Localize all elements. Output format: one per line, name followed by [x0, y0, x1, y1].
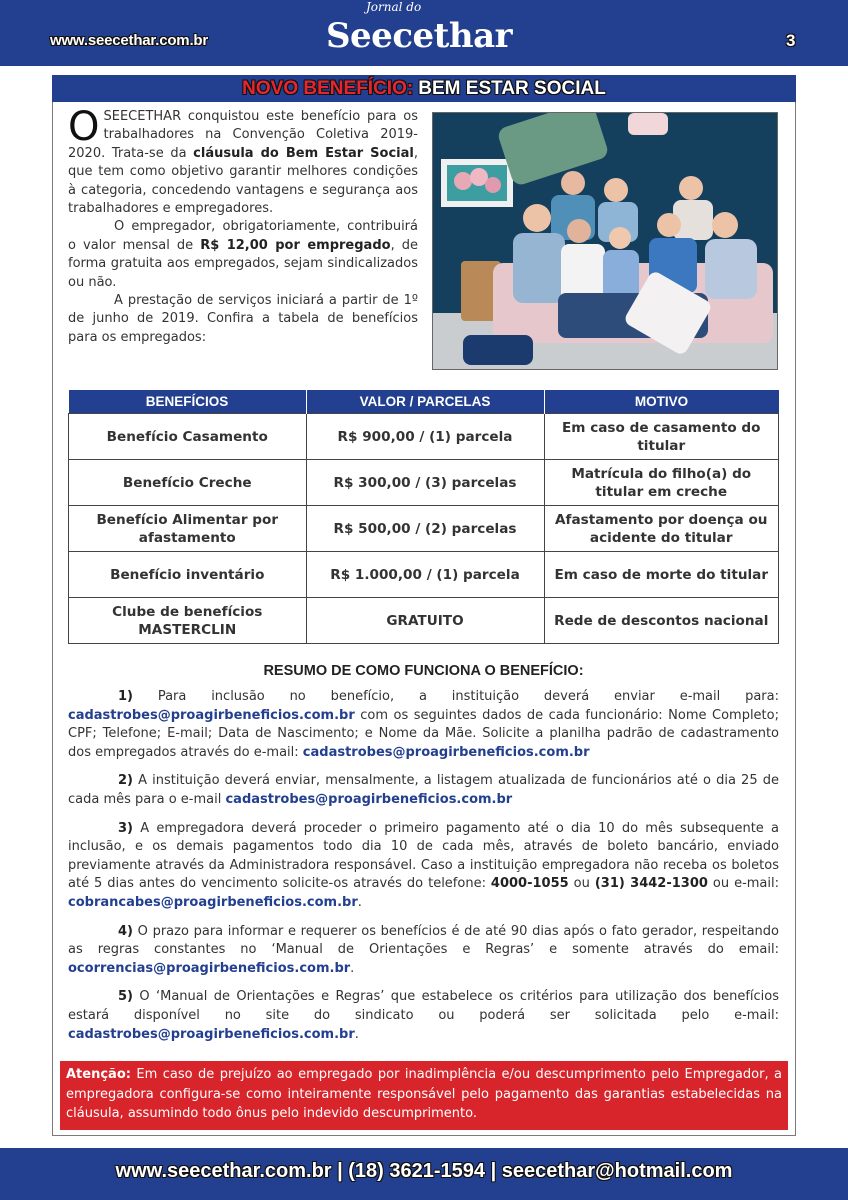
email-link[interactable]: cadastrobes@proagirbeneficios.com.br — [68, 707, 355, 723]
intro-p1-bold: cláusula do Bem Estar Social — [193, 145, 414, 161]
step-number: 2) — [118, 773, 133, 789]
cell-benefit: Benefício Casamento — [69, 414, 307, 460]
drop-cap: O — [68, 104, 100, 150]
cell-value: R$ 300,00 / (3) parcelas — [306, 460, 544, 506]
footer-contact: www.seecethar.com.br | (18) 3621-1594 | seecethar@hotmail.com — [115, 1160, 733, 1182]
email-link[interactable]: cadastrobes@proagirbeneficios.com.br — [68, 1026, 355, 1042]
cell-reason: Matrícula do filho(a) do titular em creche — [544, 460, 779, 506]
step-number: 3) — [118, 820, 133, 836]
phone-number: (31) 3442-1300 — [594, 876, 708, 892]
intro-paragraph-1 — [68, 104, 418, 218]
step-number: 1) — [118, 689, 133, 704]
attention-label: Atenção: — [66, 1067, 131, 1082]
cell-value: R$ 500,00 / (2) parcelas — [306, 506, 544, 552]
step-1 — [68, 688, 779, 762]
cell-benefit: Benefício Alimentar por afastamento — [69, 506, 307, 552]
step-number: 4) — [118, 923, 133, 939]
cell-reason: Em caso de morte do titular — [544, 552, 779, 598]
step-text: A empregadora deverá proceder o primeiro pagamento até o dia 10 do mês subsequente a inclusão, e os demais pagamentos todo dia 10 de cada mês, através de boleto bancário, enviado previamente através da Administradora responsável. Caso a instituição empregadora não receba os boletos até 5 dias antes do vencimento solicite-os através do telefone: — [68, 820, 779, 892]
email-link[interactable]: cadastrobes@proagirbeneficios.com.br — [302, 744, 590, 760]
step-text: O prazo para informar e requerer os benefícios é de até 90 dias após o fato gerador, respeitando as regras constantes no ‘Manual de Orientações e Regras’ e somente através do email: — [68, 923, 779, 958]
cell-value: R$ 900,00 / (1) parcela — [306, 414, 544, 460]
cell-reason: Rede de descontos nacional — [544, 598, 779, 644]
email-link[interactable]: cobrancabes@proagirbeneficios.com.br — [68, 894, 358, 910]
email-link[interactable]: ocorrencias@proagirbeneficios.com.br — [68, 960, 351, 976]
email-link[interactable]: cadastrobes@proagirbeneficios.com.br — [225, 791, 513, 807]
summary-steps — [68, 688, 779, 1054]
intro-p2-text-end: , de forma gratuita aos empregados, sejam sindicalizados ou não. — [68, 237, 418, 290]
cell-value: GRATUITO — [306, 598, 544, 644]
navy-pillow — [463, 335, 533, 365]
table-row — [69, 552, 779, 598]
family-photo — [432, 112, 778, 370]
col-header-motivo: MOTIVO — [544, 390, 779, 414]
intro-p2-text: O empregador, obrigatoriamente, contribuirá o valor mensal de — [68, 219, 418, 253]
logo-subtitle: Jornal do — [366, 0, 422, 14]
step-text: Para inclusão no benefício, a instituição deverá enviar e-mail para: — [133, 689, 779, 704]
logo-title: Seecethar — [326, 16, 513, 56]
col-header-valor: VALOR / PARCELAS — [306, 390, 544, 414]
cell-reason: Afastamento por doença ou acidente do titular — [544, 506, 779, 552]
benefits-table — [68, 390, 779, 644]
page-number: 3 — [786, 31, 796, 50]
step-text: A instituição deverá enviar, mensalmente, a listagem atualizada de funcionários até o dia 25 de cada mês para o e-mail — [68, 773, 779, 807]
step-3 — [68, 820, 779, 913]
step-2 — [68, 772, 779, 809]
intro-text — [68, 104, 418, 384]
step-text: ou — [568, 876, 595, 892]
step-text: . — [357, 894, 362, 910]
title-highlight: NOVO BENEFÍCIO: — [242, 78, 414, 99]
table-row — [69, 506, 779, 552]
step-4 — [68, 923, 779, 979]
step-text: ou e-mail: — [707, 876, 779, 892]
article-title-bar — [52, 75, 796, 102]
step-text: . — [354, 1026, 359, 1042]
attention-text: Em caso de prejuízo ao empregado por inadimplência e/ou descumprimento pelo Empregador, a empregadora configura-se como inteiramente responsável pelo pagamento das garantias estabelecidas na cláusula, assumindo todo ônus pelo indevido descumprimento. — [66, 1067, 782, 1121]
pink-pillow — [628, 113, 668, 135]
intro-p1-text-end: , que tem como objetivo garantir melhores condições à categoria, concedendo vantagens e segurança aos trabalhadores e empregadores. — [68, 145, 418, 217]
intro-p1-text: SEECETHAR conquistou este benefício para os trabalhadores na Convenção Coletiva 2019-2020. Trata-se da — [68, 109, 418, 161]
attention-box — [60, 1061, 788, 1130]
family-photo-illustration — [433, 113, 778, 370]
cell-reason: Em caso de casamento do titular — [544, 414, 779, 460]
summary-heading: RESUMO DE COMO FUNCIONA O BENEFÍCIO: — [263, 663, 584, 679]
flower — [454, 172, 472, 190]
flower — [485, 177, 501, 193]
title-rest: BEM ESTAR SOCIAL — [418, 78, 606, 99]
cell-benefit: Clube de benefícios MASTERCLIN — [69, 598, 307, 644]
header-url-link[interactable]: www.seecethar.com.br — [50, 32, 209, 49]
table-row — [69, 414, 779, 460]
header-band — [0, 0, 848, 66]
journal-logo — [326, 0, 526, 66]
cell-benefit: Benefício Creche — [69, 460, 307, 506]
table-header-row — [69, 390, 779, 414]
step-text: com os seguintes dados de cada funcionário: Nome Completo; CPF; Telefone; E-mail; Data de Nascimento; e Nome da Mãe. Solicite a planilha padrão de cadastramento dos empregados através do e-mail: — [68, 707, 779, 760]
intro-p2-bold: R$ 12,00 por empregado — [200, 237, 391, 253]
step-number: 5) — [118, 989, 133, 1005]
intro-paragraph-3: A prestação de serviços iniciará a partir de 1º de junho de 2019. Confira a tabela de benefícios para os empregados: — [68, 293, 418, 345]
cell-value: R$ 1.000,00 / (1) parcela — [306, 552, 544, 598]
step-text: . — [350, 960, 355, 976]
step-text: O ‘Manual de Orientações e Regras’ que estabelece os critérios para utilização dos benefícios estará disponível no site do sindicato ou poderá ser solicitada pelo e-mail: — [68, 989, 779, 1023]
table-row — [69, 598, 779, 644]
col-header-beneficios: BENEFÍCIOS — [69, 390, 307, 414]
table-row — [69, 460, 779, 506]
intro-paragraph-2 — [68, 218, 418, 292]
phone-number: 4000-1055 — [490, 876, 569, 892]
step-5 — [68, 988, 779, 1044]
cell-benefit: Benefício inventário — [69, 552, 307, 598]
